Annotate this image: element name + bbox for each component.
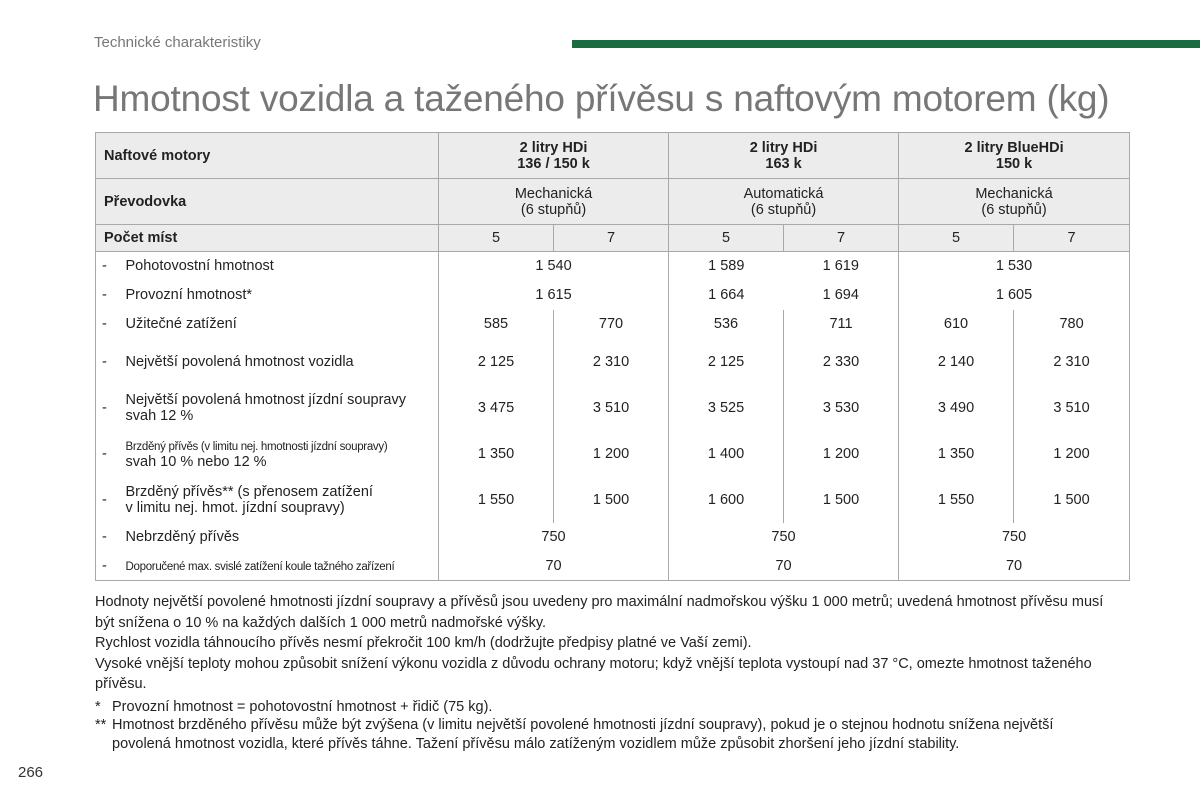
- row-dash: -: [102, 258, 107, 275]
- row-label: Největší povolená hmotnost vozidla: [126, 339, 439, 385]
- row-value: 711: [784, 310, 899, 339]
- row-dash: -: [102, 445, 107, 462]
- row-value: 1 619: [784, 252, 899, 281]
- table-row: [96, 552, 1130, 581]
- row-label: Největší povolená hmotnost jízdní soupravy svah 12 %: [126, 385, 439, 431]
- gearbox-col-2: Automatická (6 stupňů): [669, 179, 899, 225]
- gearbox-label: Převodovka: [96, 179, 439, 225]
- row-value: 3 530: [784, 385, 899, 431]
- table-row: [96, 281, 1130, 310]
- row-value: 1 500: [554, 477, 669, 523]
- section-label: Technické charakteristiky: [94, 34, 261, 51]
- footnote-text: povolená hmotnost vozidla, které přívěs táhne. Tažení přívěsu málo zatíženým vozidlem může způsobit zhoršení jeho jízdní stability.: [112, 736, 960, 752]
- row-label: Doporučené max. svislé zatížení koule tažného zařízení: [126, 552, 439, 581]
- row-value: 780: [1059, 316, 1084, 332]
- row-value: 585: [439, 310, 554, 339]
- row-value: 750: [1001, 529, 1027, 545]
- seats-row: [96, 225, 1130, 252]
- engine-col-3: 2 litry BlueHDi 150 k: [899, 133, 1130, 179]
- engines-row: [96, 133, 1130, 179]
- row-value: 1 530: [995, 258, 1033, 275]
- row-label: Provozní hmotnost*: [126, 281, 439, 310]
- table-row: [96, 431, 1130, 477]
- row-label: Brzděný přívěs** (s přenosem zatížení v limitu nej. hmot. jízdní soupravy): [126, 477, 439, 523]
- note-paragraph: Hodnoty největší povolené hmotnosti jízdní soupravy a přívěsů jsou uvedeny pro maximální nadmořskou výšku 1 000 metrů; uvedená hmotnost přívěsu musí být snížena o 10 % na každých dalších 1 000 metrů nadmořské výšky.: [95, 594, 1104, 631]
- row-dash: -: [102, 287, 107, 303]
- row-label: Brzděný přívěs (v limitu nej. hmotnosti jízdní soupravy) svah 10 % nebo 12 %: [126, 431, 439, 477]
- row-value: 70: [439, 552, 669, 581]
- table-row: [96, 477, 1130, 523]
- footnote-mark: **: [95, 717, 107, 733]
- seats-value: 7: [554, 225, 669, 252]
- row-dash: -: [102, 399, 107, 416]
- row-dash: -: [102, 316, 107, 332]
- row-value: 1 200: [554, 431, 669, 477]
- seats-value: 5: [669, 225, 784, 252]
- row-value: 1 694: [784, 281, 899, 310]
- engine-col-2: 2 litry HDi 163 k: [669, 133, 899, 179]
- row-label: Nebrzděný přívěs: [126, 523, 439, 552]
- seats-value: 5: [899, 225, 1014, 252]
- row-value: 770: [554, 310, 669, 339]
- row-value: 3 510: [1053, 399, 1090, 416]
- footnote: [95, 716, 1125, 754]
- row-value: 70: [1005, 557, 1023, 574]
- row-value: 2 125: [669, 339, 784, 385]
- row-dash: -: [102, 557, 107, 574]
- table-row: [96, 523, 1130, 552]
- footnote: [95, 698, 1125, 717]
- row-value: 1 550: [899, 477, 1014, 523]
- row-value: 750: [669, 523, 899, 552]
- table-row: [96, 252, 1130, 281]
- seats-value: 5: [439, 225, 554, 252]
- engines-label: Naftové motory: [96, 133, 439, 179]
- table-row: [96, 310, 1130, 339]
- row-value: 1 200: [1053, 445, 1090, 462]
- seats-value: 7: [1014, 225, 1130, 252]
- row-dash: -: [102, 491, 107, 508]
- row-value: 1 350: [899, 431, 1014, 477]
- row-dash: -: [102, 353, 107, 370]
- row-value: 3 510: [554, 385, 669, 431]
- row-value: 1 400: [669, 431, 784, 477]
- row-value: 3 525: [669, 385, 784, 431]
- header-accent-bar: [572, 40, 1200, 48]
- row-value: 1 605: [995, 287, 1033, 303]
- row-value: 1 589: [708, 258, 745, 275]
- row-label: Pohotovostní hmotnost: [126, 252, 439, 281]
- page-number: 266: [18, 764, 44, 781]
- page-title: Hmotnost vozidla a taženého přívěsu s naftovým motorem (kg): [93, 78, 1110, 119]
- note-paragraph: Rychlost vozidla táhnoucího přívěs nesmí překročit 100 km/h (dodržujte předpisy platné ve Vaší zemi).: [95, 635, 752, 651]
- row-value: 2 310: [554, 339, 669, 385]
- row-value: 3 475: [439, 385, 554, 431]
- table-row: [96, 385, 1130, 431]
- row-value: 1 200: [784, 431, 899, 477]
- row-value: 750: [439, 523, 669, 552]
- gearbox-col-3: Mechanická (6 stupňů): [899, 179, 1130, 225]
- row-value: 3 490: [899, 385, 1014, 431]
- gearbox-row: [96, 179, 1130, 225]
- notes: [95, 592, 1105, 695]
- row-value: 2 330: [784, 339, 899, 385]
- row-label: Užitečné zatížení: [126, 310, 439, 339]
- row-dash: -: [102, 529, 107, 545]
- row-value: 1 600: [669, 477, 784, 523]
- engine-col-1: 2 litry HDi 136 / 150 k: [439, 133, 669, 179]
- row-value: 1 550: [439, 477, 554, 523]
- footnote-text: Provozní hmotnost = pohotovostní hmotnost + řidič (75 kg).: [112, 699, 493, 715]
- row-value: 1 500: [784, 477, 899, 523]
- row-value: 2 310: [1053, 353, 1090, 370]
- footnote-text: Hmotnost brzděného přívěsu může být zvýšena (v limitu největší povolené hmotnosti jízdní soupravy), pokud je o stejnou hodnotu snížena největší: [112, 717, 1054, 733]
- row-value: 1 540: [439, 252, 669, 281]
- seats-label: Počet míst: [96, 225, 439, 252]
- seats-value: 7: [784, 225, 899, 252]
- row-value: 1 664: [708, 287, 745, 303]
- row-value: 610: [899, 310, 1014, 339]
- row-value: 1 615: [439, 281, 669, 310]
- row-value: 536: [669, 310, 784, 339]
- gearbox-col-1: Mechanická (6 stupňů): [439, 179, 669, 225]
- footnote-mark: *: [95, 699, 101, 715]
- row-value: 2 140: [899, 339, 1014, 385]
- note-paragraph: Vysoké vnější teploty mohou způsobit snížení výkonu vozidla z důvodu ochrany motoru; když vnější teplota vystoupí nad 37 °C, omezte hmotnost taženého přívěsu.: [95, 655, 1092, 692]
- row-value: 70: [669, 552, 899, 581]
- row-value: 1 500: [1053, 491, 1090, 508]
- row-value: 2 125: [439, 339, 554, 385]
- row-value: 1 350: [439, 431, 554, 477]
- weights-table: [95, 132, 1130, 581]
- table-row: [96, 339, 1130, 385]
